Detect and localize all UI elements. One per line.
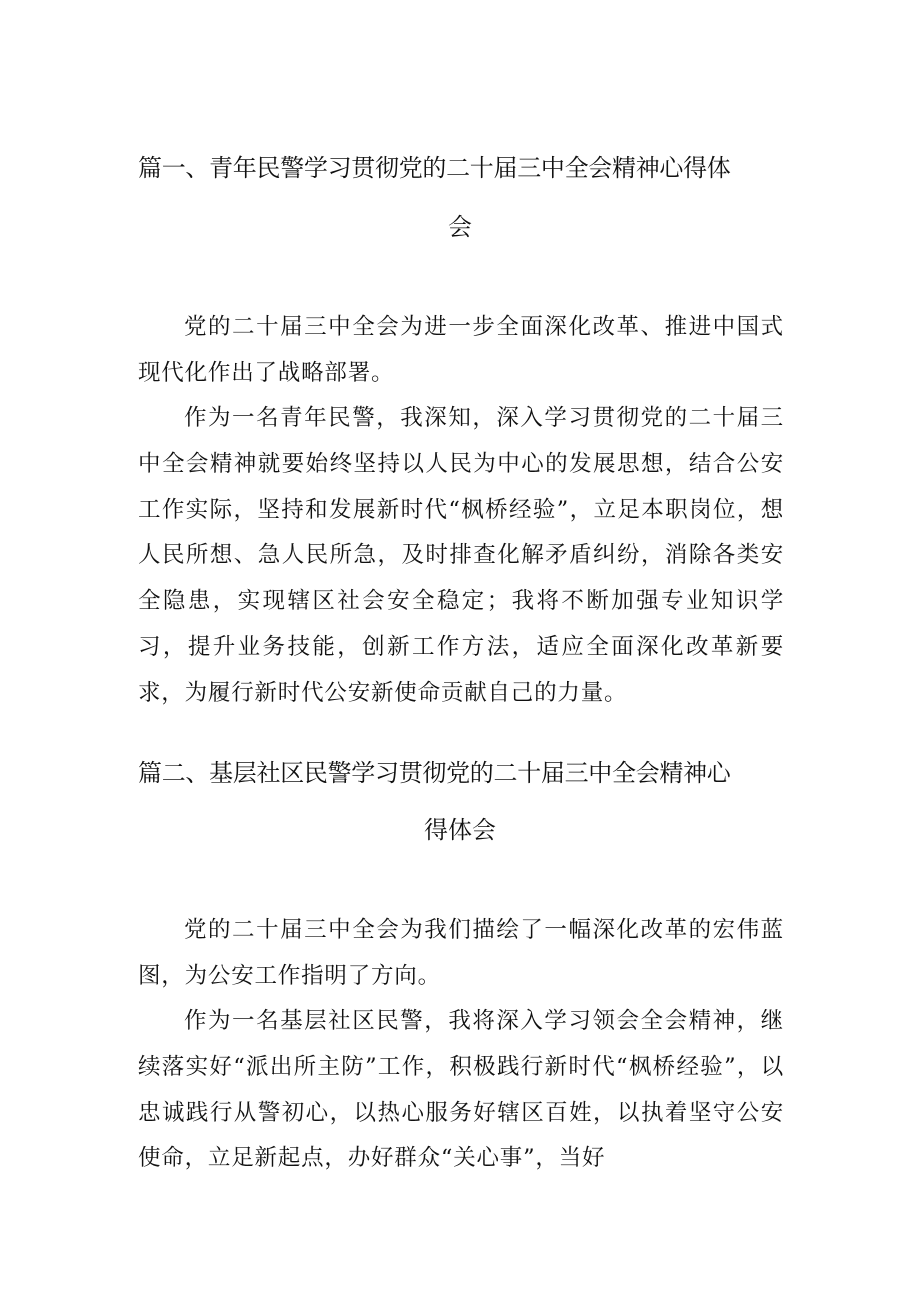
section1-paragraph-1: 党的二十届三中全会为进一步全面深化改革、推进中国式现代化作出了战略部署。 xyxy=(138,314,784,386)
section2-title-line1: 篇二、基层社区民警学习贯彻党的二十届三中全会精神心 xyxy=(138,759,731,787)
section1-title-line1: 篇一、青年民警学习贯彻党的二十届三中全会精神心得体 xyxy=(138,154,731,182)
section1-title-line2: 会 xyxy=(448,213,472,241)
section2-paragraph-1: 党的二十届三中全会为我们描绘了一幅深化改革的宏伟蓝图，为公安工作指明了方向。 xyxy=(138,917,784,989)
section1-paragraph-2: 作为一名青年民警，我深知，深入学习贯彻党的二十届三中全会精神就要始终坚持以人民为中心的发展思想，结合公安工作实际，坚持和发展新时代“枫桥经验”，立足本职岗位，想人民所想、急人民所急，及时排查化解矛盾纠纷，消除各类安全隐患，实现辖区社会安全稳定；我将不断加强专业知识学习，提升业务技能，创新工作方法，适应全面深化改革新要求，为履行新时代公安新使命贡献自己的力量。 xyxy=(138,405,784,706)
section2-paragraph-2: 作为一名基层社区民警，我将深入学习领会全会精神，继续落实好“派出所主防”工作，积极践行新时代“枫桥经验”，以忠诚践行从警初心，以热心服务好辖区百姓，以执着坚守公安使命，立足新起点，办好群众“关心事”，当好 xyxy=(138,1008,784,1172)
section2-title-line2: 得体会 xyxy=(424,816,496,844)
